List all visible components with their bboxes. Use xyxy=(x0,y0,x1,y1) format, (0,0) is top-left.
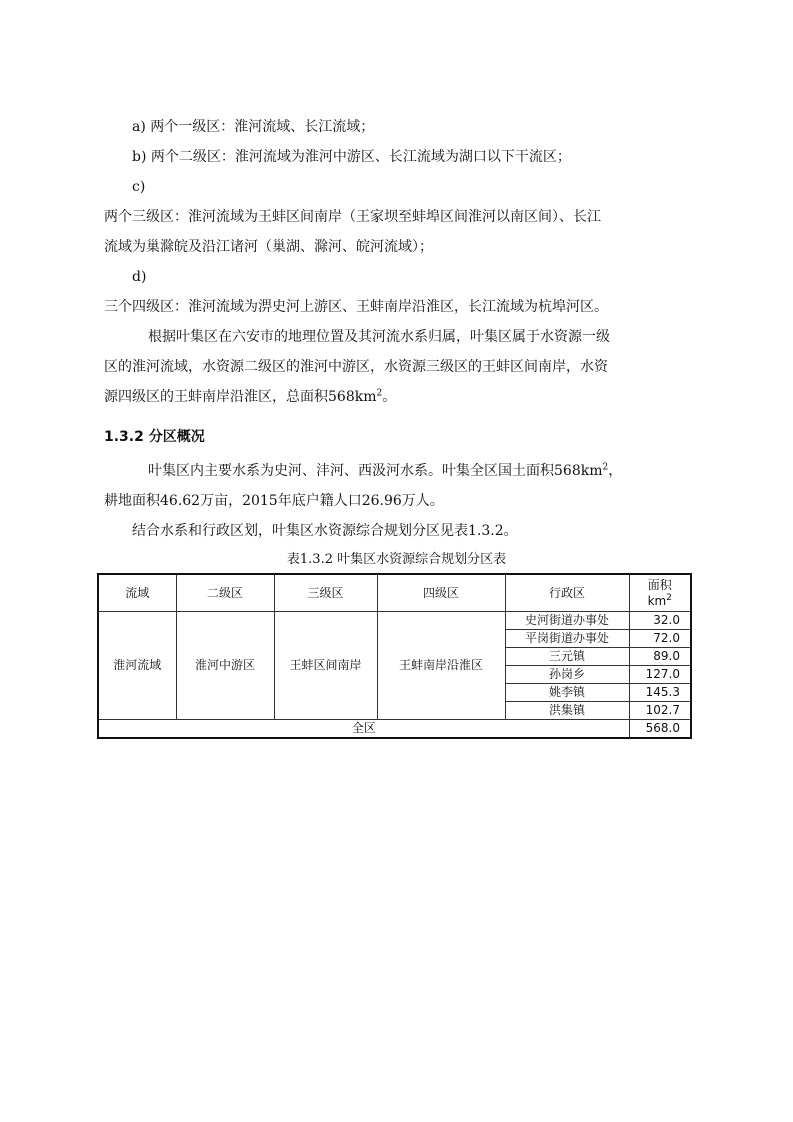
list-item-a: a) 两个一级区：淮河流域、长江流域； xyxy=(132,119,375,135)
list-item-d-line1: 三个四级区：淮河流域为淠史河上游区、王蚌南岸沿淮区，长江流域为杭埠河区。 xyxy=(104,299,608,315)
unit-text: km xyxy=(647,594,667,608)
superscript: 2 xyxy=(376,388,383,399)
cell-area: 89.0 xyxy=(629,648,691,666)
header-area-unit xyxy=(630,593,691,609)
paragraph-line: 结合水系和行政区划，叶集区水资源综合规划分区见表1.3.2。 xyxy=(132,523,518,539)
cell-level2: 淮河中游区 xyxy=(176,612,274,720)
cell-area: 32.0 xyxy=(629,612,691,630)
cell-total-value: 568.0 xyxy=(629,720,691,739)
cell-total-label: 全区 xyxy=(98,720,629,739)
header-level4: 四级区 xyxy=(377,574,505,612)
cell-level3: 王蚌区间南岸 xyxy=(274,612,377,720)
header-admin: 行政区 xyxy=(505,574,629,612)
header-level2: 二级区 xyxy=(176,574,274,612)
paragraph-line: 根据叶集区在六安市的地理位置及其河流水系归属，叶集区属于水资源一级 xyxy=(148,329,610,345)
header-basin: 流域 xyxy=(98,574,176,612)
cell-admin: 孙岗乡 xyxy=(505,666,629,684)
paragraph-text: ， xyxy=(608,463,623,479)
list-item-c-line2: 流域为巢滁皖及沿江诸河（巢湖、滁河、皖河流域）； xyxy=(104,239,433,255)
paragraph-text: 源四级区的王蚌南岸沿淮区，总面积568km xyxy=(104,389,377,405)
cell-area: 127.0 xyxy=(629,666,691,684)
section-heading: 1.3.2 分区概况 xyxy=(104,429,205,445)
cell-area: 145.3 xyxy=(629,684,691,702)
cell-area: 102.7 xyxy=(629,702,691,720)
paragraph-line xyxy=(148,462,622,480)
header-level3: 三级区 xyxy=(274,574,377,612)
paragraph-line: 耕地面积46.62万亩，2015年底户籍人口26.96万人。 xyxy=(104,493,444,509)
list-item-d-marker: d) xyxy=(132,269,147,285)
cell-admin: 姚李镇 xyxy=(505,684,629,702)
cell-level4: 王蚌南岸沿淮区 xyxy=(377,612,505,720)
paragraph-line xyxy=(104,388,396,406)
cell-area: 72.0 xyxy=(629,630,691,648)
table-header-row xyxy=(98,574,691,612)
cell-basin: 淮河流域 xyxy=(98,612,176,720)
paragraph-text: 。 xyxy=(382,389,397,405)
paragraph-line: 区的淮河流域，水资源二级区的淮河中游区，水资源三级区的王蚌区间南岸，水资 xyxy=(104,359,608,375)
superscript: 2 xyxy=(666,593,672,603)
cell-admin: 洪集镇 xyxy=(505,702,629,720)
cell-admin: 史河街道办事处 xyxy=(505,612,629,630)
table-total-row xyxy=(98,720,691,739)
list-item-c-line1: 两个三级区：淮河流域为王蚌区间南岸（王家坝至蚌埠区间淮河以南区间）、长江 xyxy=(104,209,601,225)
header-area xyxy=(629,574,691,612)
list-item-b: b) 两个二级区：淮河流域为淮河中游区、长江流域为湖口以下干流区； xyxy=(132,149,571,165)
list-item-c-marker: c) xyxy=(132,179,146,195)
cell-admin: 平岗街道办事处 xyxy=(505,630,629,648)
zones-table xyxy=(97,573,692,739)
table-caption: 表1.3.2 叶集区水资源综合规划分区表 xyxy=(286,552,507,567)
superscript: 2 xyxy=(602,462,609,473)
paragraph-text: 叶集区内主要水系为史河、沣河、西汲河水系。叶集全区国土面积568km xyxy=(148,463,603,479)
table-row xyxy=(98,612,691,630)
header-area-label: 面积 xyxy=(647,578,672,592)
cell-admin: 三元镇 xyxy=(505,648,629,666)
